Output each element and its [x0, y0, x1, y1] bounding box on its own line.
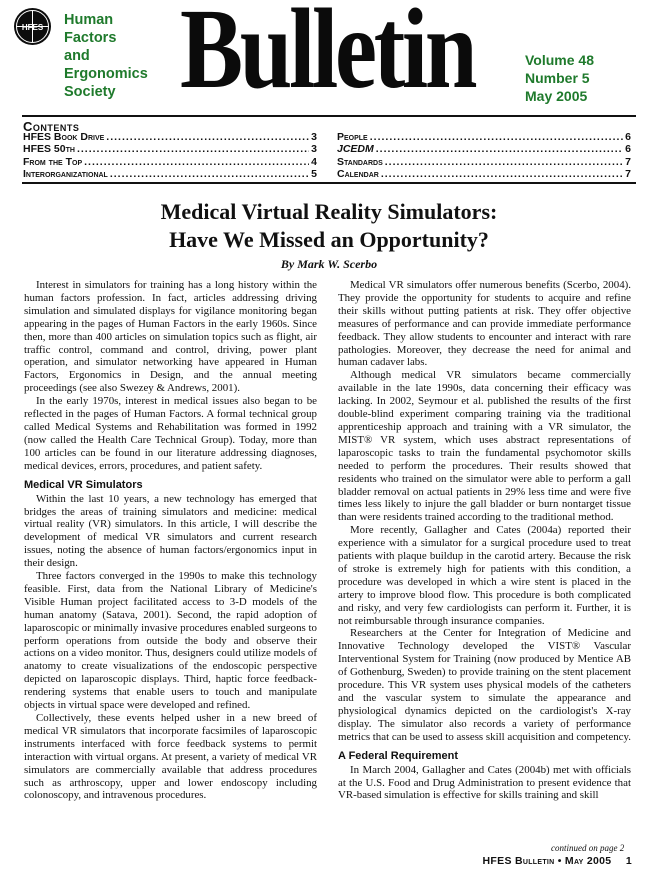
- toc-entry[interactable]: [337, 168, 631, 180]
- paragraph: In the early 1970s, interest in medical issues also began to be reflected in the pages of Human Factors. A formal technical group called Medical Systems and Rehabilitation was formed in 1992 (now called the Health Care Technical Group). Today, more than 100 articles can be found in our literature addressing diagnoses, medical devices, errors, procedures, and patient safety.: [24, 395, 317, 472]
- toc-page: 6: [625, 131, 631, 143]
- toc-page: 3: [311, 143, 317, 156]
- paragraph: Three factors converged in the 1990s to make this technology feasible. First, data from the National Library of Medicine's Visible Human project facilitated access to 3-D models of the human anatomy (Satava, 2001). Second, the rapid adoption of laparoscopic or minimally invasive procedures enabled surgeons to perform operations from outside the body and observe their actions on a video monitor. Thus, designers could utilize models of anatomy to create visualizations of the endoscopic perspective depicted on laparoscopic displays. Third, haptic force feedback-rendering systems that enable users to touch and manipulate objects in virtual space were developed and refined.: [24, 570, 317, 712]
- article-right-column: [338, 279, 631, 802]
- org-name-line: Factors: [64, 30, 117, 46]
- section-heading: Medical VR Simulators: [24, 478, 143, 491]
- toc-label: JCEDM: [337, 143, 374, 156]
- org-name-line: Society: [64, 84, 116, 100]
- org-name-line: Human: [64, 12, 114, 28]
- toc-label: People: [337, 131, 368, 143]
- paragraph: More recently, Gallagher and Cates (2004a) reported their experience with a simulator for a surgical procedure used to treat patients with plaque buildup in the carotid artery. Because the risk of stroke is extremely high for patients with this condition, a procedure was developed in which a wire stent is placed in the artery to improve blood flow. This procedure is both complicated and risky, and very few cardiologists can perform it. Further, it is not reimbursable through insurance companies.: [338, 524, 631, 627]
- toc-label: Calendar: [337, 168, 379, 181]
- article-left-column: [24, 279, 317, 802]
- issue-date: May 2005: [525, 88, 588, 104]
- toc-entry[interactable]: [337, 131, 631, 143]
- masthead-title: Bulletin: [180, 0, 475, 112]
- paragraph: Collectively, these events helped usher in a new breed of medical VR simulators that incorporate facsimiles of laparoscopic instruments interfaced with force feedback systems to permit interaction with virtual organs. At present, a variety of medical VR simulators are commercially available that address procedures such as arthroscopy, upper and lower endoscopy including colonoscopy, and intravenous procedures.: [24, 712, 317, 802]
- toc-page: 7: [625, 168, 631, 181]
- toc-leader: [110, 168, 309, 180]
- toc-entry[interactable]: [23, 156, 317, 168]
- toc-left: [23, 131, 317, 181]
- toc-page: 3: [311, 131, 317, 143]
- toc-page: 6: [625, 143, 631, 156]
- toc-label: Standards: [337, 155, 383, 168]
- paragraph: Interest in simulators for training has a long history within the human factors profession. In fact, articles addressing driving simulation and simulated displays for vigilance monitoring began appearing in the pages of Human Factors in the early 1960s. Since then, more than 400 articles on simulation topics such as flight, air traffic control, command and control, driving, power plant operation, and simulator networking have appeared in Human Factors, Ergonomics in Design, and the annual meeting proceedings (see also Swezey & Andrews, 2001).: [24, 279, 317, 395]
- volume: Volume 48: [525, 52, 594, 68]
- article-byline: By Mark W. Scerbo: [280, 257, 378, 271]
- paragraph: Although medical VR simulators became commercially available in the late 1990s, data concerning their efficacy was lacking. In 2002, Seymour et al. published the results of the first double-blind experiment comparing training via the traditional apprenticeship approach and training with a VR simulator, the MIST® VR system, which uses abstract representations of laparoscopic tasks to train the fundamental psychomotor skills needed to perform the procedures. Their results showed that residents who trained on the simulator were able to perform a gall bladder removal on actual patients in 29% less time and were five times less likely to injure the gall bladder or burn nontarget tissue than were residents trained according to the traditional method.: [338, 369, 631, 524]
- toc-page: 5: [311, 168, 317, 181]
- paragraph: Medical VR simulators offer numerous benefits (Scerbo, 2004). They provide the opportunity for students to acquire and refine their skills without putting patients at risk. They offer objective measures of performance and can provide immediate performance feedback. They allow students to encounter and interact with rare pathologies. Moreover, they decrease the need for animal and human cadaver labs.: [338, 279, 631, 369]
- toc-entry[interactable]: [23, 168, 317, 180]
- section-heading: A Federal Requirement: [338, 749, 459, 762]
- toc-entry[interactable]: [23, 131, 317, 143]
- toc-label: From the Top: [23, 155, 83, 168]
- toc-leader: [376, 143, 623, 155]
- toc-rule: [22, 182, 636, 184]
- footer-text: HFES Bulletin • May 2005: [482, 855, 612, 867]
- page-footer: [483, 855, 632, 867]
- toc-entry[interactable]: [23, 143, 317, 155]
- hfes-logo: [14, 8, 51, 45]
- toc-leader: [84, 156, 309, 168]
- toc-entry[interactable]: [337, 156, 631, 168]
- continued-note: continued on page 2: [551, 843, 625, 853]
- org-name-line: Ergonomics: [64, 66, 148, 82]
- hfes-logo-icon: [14, 8, 51, 45]
- paragraph: Researchers at the Center for Integration of Medicine and Innovative Technology developed the VIST® Vascular Interventional System for Training (now produced by Mentice AB of Gothenburg, Sweden) to provide training on the stent placement procedure. This VR system uses physical models of the catheters and the vascular system to simulate the appearance and physiological dynamics depicted on the cardiologist's X-ray display. The simulator also records a variety of performance metrics that can be used to assess skill acquisition and competency.: [338, 627, 631, 743]
- article-title-line-1: Medical Virtual Reality Simulators:: [160, 199, 498, 224]
- org-name-line: and: [64, 48, 90, 64]
- toc-title: Contents: [23, 119, 80, 134]
- paragraph: In March 2004, Gallagher and Cates (2004b) met with officials at the U.S. Food and Drug Administration to present evidence that VR-based simulation is effective for skills training and skill: [338, 763, 631, 802]
- paragraph: Within the last 10 years, a new technology has emerged that bridges the areas of training simulators and medicine: medical virtual reality (VR) simulators. In this article, I will describe the development of medical VR simulators and current research issues, noting the absence of human factors/ergonomics input in their design.: [24, 492, 317, 570]
- issue-number: Number 5: [525, 70, 590, 86]
- article-title-line-2: Have We Missed an Opportunity?: [169, 227, 489, 252]
- toc-leader: [106, 131, 309, 143]
- logo-text: HFES: [21, 23, 44, 32]
- header-rule: [22, 115, 636, 117]
- org-name: [64, 11, 174, 101]
- toc-entry[interactable]: [337, 143, 631, 155]
- toc-leader: [370, 131, 623, 143]
- issue-info: [525, 51, 594, 105]
- toc-right: [337, 131, 631, 181]
- toc-label: Interorganizational: [23, 168, 108, 181]
- toc-label: HFES Book Drive: [23, 131, 105, 143]
- toc-leader: [385, 156, 623, 168]
- toc-label: HFES 50th: [23, 143, 75, 156]
- toc-leader: [77, 143, 309, 155]
- toc-page: 4: [311, 155, 317, 168]
- toc-page: 7: [625, 155, 631, 168]
- page-number: 1: [625, 855, 632, 867]
- toc-leader: [381, 168, 623, 180]
